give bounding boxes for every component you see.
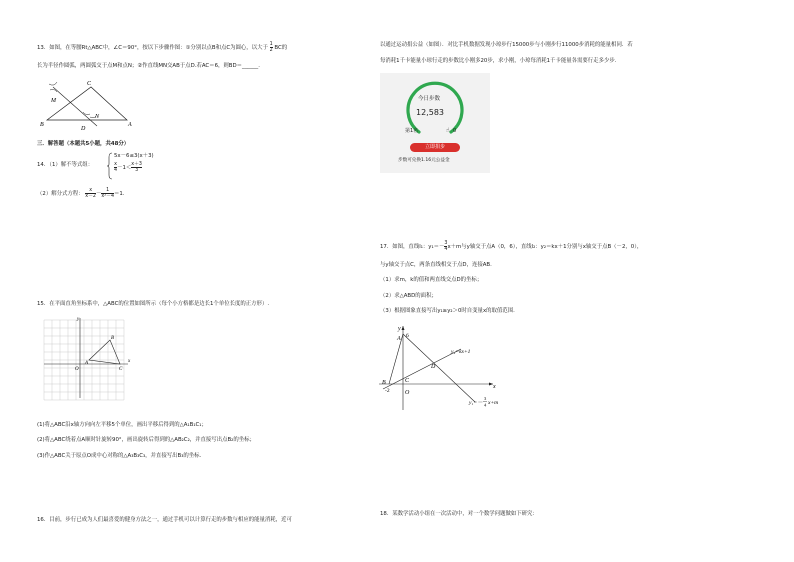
q17-label-l2: y₂=kx+1	[451, 349, 471, 355]
rank-text: 第1名	[405, 128, 419, 134]
q18-line1: 18．某数学活动小组在一次活动中，对一个数学问题做如下研究：	[380, 511, 538, 517]
q17-label-D: D	[431, 364, 436, 370]
q17-label-l1-a: y₁=－	[469, 400, 483, 406]
q15-line1: 15．在平面直角坐标系中，△ABC的位置如图所示（每个小方格都是边长1个单位长度的正方形）.	[37, 301, 270, 307]
section-3-heading: 三．解答题（本题共5小题，共48分）	[37, 141, 130, 147]
q15-grid-figure	[40, 316, 132, 402]
q17-label-neg2: -2	[385, 388, 390, 394]
donate-steps-button[interactable]: 立即捐步	[410, 143, 460, 152]
q13-half-fraction: $\frac{1}{2}$	[269, 42, 273, 53]
q15-step1: (1)将△ABC沿x轴方向向左平移5个单位，画出平移后得到的△A₁B₁C₁；	[37, 422, 207, 428]
like-count: 0	[453, 128, 457, 134]
q17-linear-functions-figure	[375, 322, 500, 412]
step-count-value: 12,583	[416, 108, 444, 117]
q16-cont-line2: 每消耗1千卡能量小琼行走的步数比小刚多20步，求小刚，小琼每消耗1千卡能量各需要行走多少步.	[380, 58, 617, 64]
convert-info-text: 步数可兑换1.16元公益金	[398, 158, 450, 163]
q17-label-A: A	[397, 336, 401, 342]
q14-inequality-2: $\frac{x}{4}$ －1＜ $\frac{x+3}{3}$	[114, 162, 142, 173]
q15-axis-y: y	[77, 317, 80, 322]
q15-label-C: C	[119, 367, 123, 372]
q17-label-l1-num: 3	[484, 396, 487, 401]
q15-label-B: B	[111, 336, 115, 341]
q17-label-O: O	[405, 390, 410, 396]
q13-line1	[37, 42, 287, 53]
today-steps-label: 今日步数	[418, 96, 441, 102]
q15-label-A: A	[85, 361, 89, 366]
q16-cont-line1: 以通过运动捐公益（如图）．对比手机数据发现小琼步行15000步与小刚步行11000步消耗的能量相同．若	[380, 42, 633, 48]
q17-sub3: （3）根据图象直接写出y₁≥y₂＞0时自变量x的取值范围.	[380, 308, 515, 314]
q14-part2-equation: （2）解分式方程： $\frac{x}{x-2}$ － $\frac{1}{\text{x²－4}}$ ＝1.	[37, 188, 125, 199]
q14-inequality-1: 5x－6≤3(x＋3)	[114, 153, 154, 159]
q14-part1-label: 14．（1）解不等式组：	[37, 162, 94, 168]
q13-label-M: M	[51, 98, 56, 104]
q17-label-B: B	[382, 380, 386, 386]
q13-label-N: N	[95, 114, 100, 120]
q17-axis-x: x	[493, 384, 496, 390]
q17-label-6: 6	[406, 333, 409, 339]
q13-text-end: BC的	[274, 45, 288, 51]
q13-triangle-figure	[35, 76, 140, 136]
q17-sub2: （2）求△ABD的面积；	[380, 293, 437, 299]
q15-origin: O	[75, 367, 79, 372]
q13-label-A: A	[128, 122, 132, 128]
q13-label-C: C	[87, 81, 92, 87]
q17-line2: 与y轴交于点C，两条直线相交于点D，连接AB.	[380, 262, 492, 268]
like-icon: ☝	[446, 127, 450, 134]
q17-line1: 17．如图，直线l₁：y₁＝－ $\frac{3}{4}$ x＋m与y轴交于点A（0，6），直线l₂：y₂＝kx＋1分别与x轴交于点B（－2，0），	[380, 241, 643, 252]
q17-sub1: （1）求m，k的值和两直线交点D的坐标；	[380, 277, 483, 283]
q17-label-C: C	[405, 378, 410, 384]
q13-label-B: B	[40, 122, 44, 128]
q13-label-D: D	[81, 126, 86, 132]
q16-line1: 16．目前，步行已成为人们最喜爱的健身方法之一，通过手机可以计算行走的步数与相应的能量消耗，近可	[37, 517, 292, 523]
q15-step2: (2)将△ABC绕着点A顺时针旋转90°，画出旋转后得到的△AB₂C₂，并直接写出点B₂的坐标；	[37, 437, 255, 443]
q13-text: 13．如图，在等腰Rt△ABC中，∠C＝90°，按以下步骤作图：①分别以点B和点C为圆心，以大于	[37, 45, 268, 51]
q15-axis-x: x	[128, 359, 131, 364]
q17-axis-y: y	[398, 326, 401, 332]
q14-brace	[107, 152, 113, 180]
q15-step3: (3)作△ABC关于原点O成中心对称的△A₃B₃C₃，并直接写出B₃的坐标.	[37, 453, 202, 459]
q17-label-l1-den: 4	[484, 402, 487, 408]
q13-line2: 长为半径作圆弧，两圆弧交于点M和点N；②作直线MN交AB于点D.若AC＝6，则BD＝______.	[37, 63, 260, 69]
q17-label-l1-b: x+m	[488, 400, 499, 406]
